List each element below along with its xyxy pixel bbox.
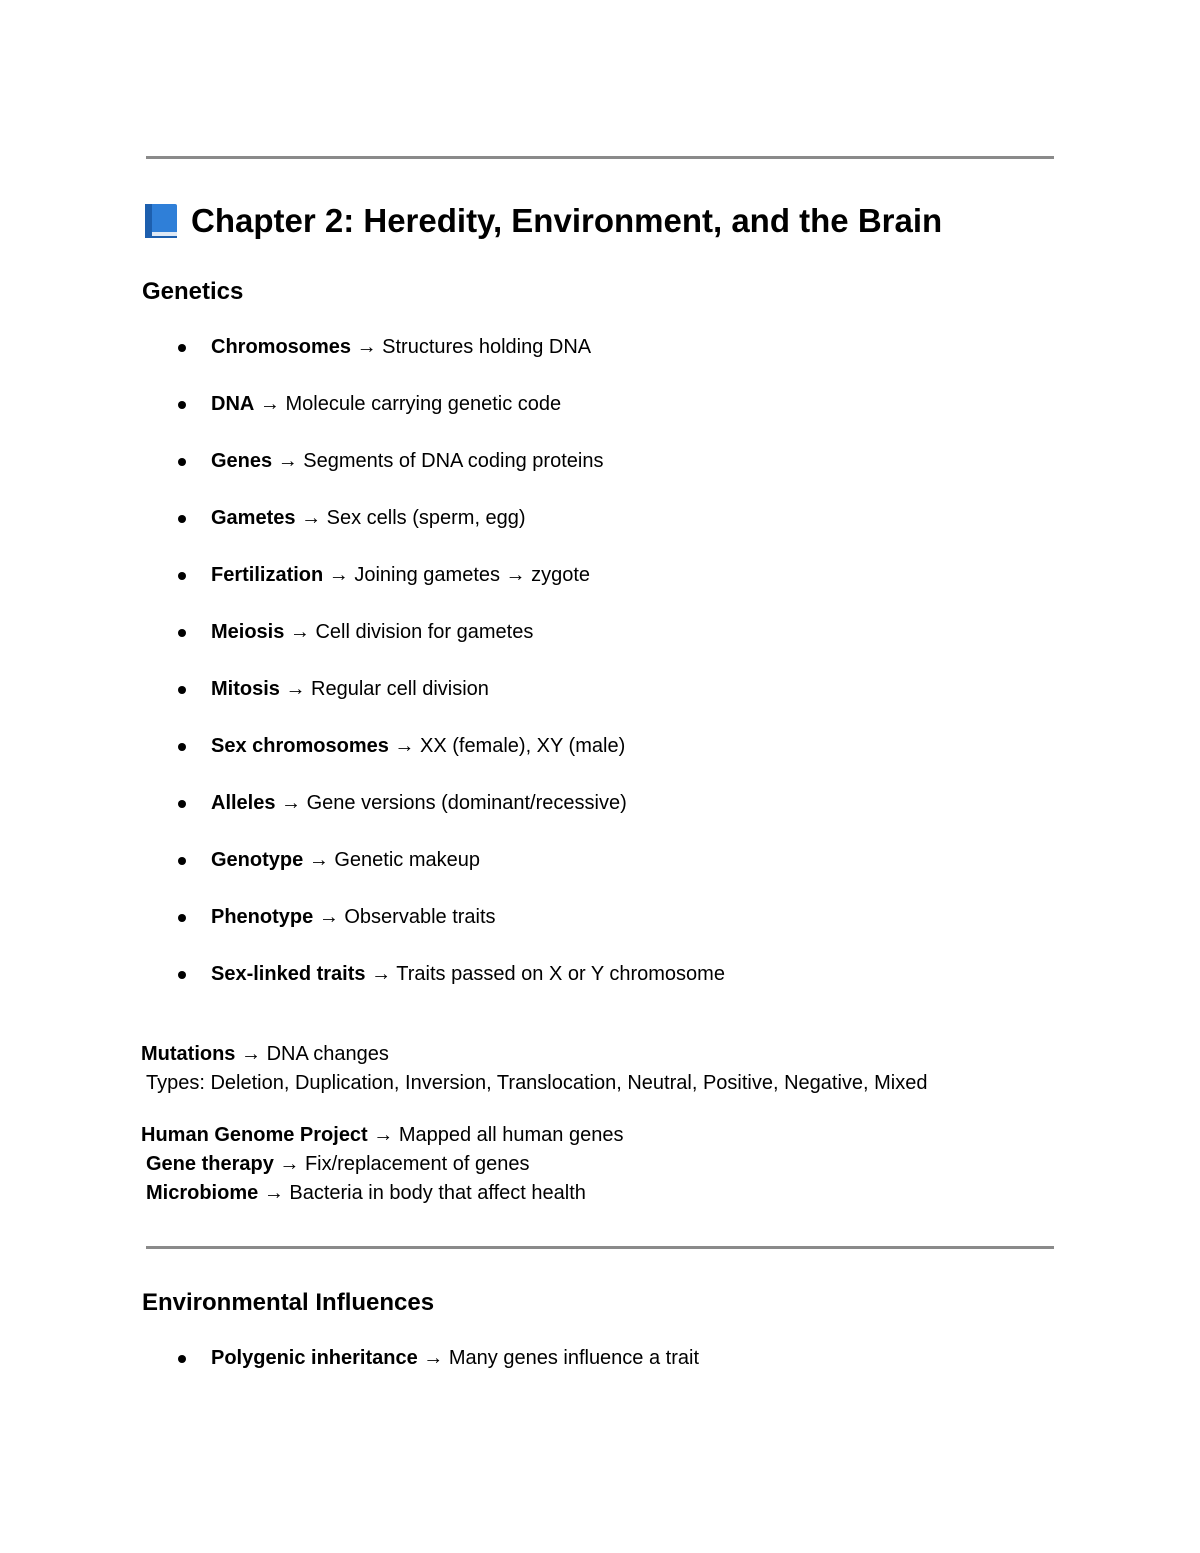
term: Genotype [211,849,304,871]
definition: Bacteria in body that affect health [289,1182,586,1204]
term: Genes [211,450,273,472]
arrow: → [371,963,392,985]
bullet-icon [178,515,186,523]
arrow: → [318,906,339,928]
term: Mitosis [211,678,280,700]
bullet-icon [178,344,186,352]
microbiome-line [141,1179,586,1208]
term: Alleles [211,792,276,814]
arrow: → [394,735,415,757]
definition: Mapped all human genes [398,1124,624,1146]
horizontal-rule-top [146,156,1054,159]
term: Mutations [141,1043,236,1065]
bullet-icon [178,1355,186,1363]
term: Chromosomes [211,336,352,358]
arrow: → [241,1043,261,1065]
definition: Molecule carrying genetic code [285,393,562,415]
blue-book-icon [143,202,179,240]
arrow: → [373,1124,394,1146]
term: Phenotype [211,906,314,928]
term: Polygenic inheritance [211,1347,418,1369]
arrow: → [281,792,302,814]
arrow: → [279,1153,300,1175]
arrow: → [356,336,377,358]
definition: Gene versions (dominant/recessive) [306,792,627,814]
chapter-title-text: Chapter 2: Heredity, Environment, and the Brain [191,202,943,239]
definition: Cell division for gametes [315,621,534,643]
definition: Sex cells (sperm, egg) [326,507,526,529]
arrow: → [308,849,329,871]
arrow: → [285,678,306,700]
term: Microbiome [146,1182,259,1204]
bullet-icon [178,914,186,922]
horizontal-rule-middle [146,1246,1054,1249]
mutations-line [141,1040,389,1069]
genome-project-line [141,1121,623,1150]
definition: Regular cell division [311,678,489,700]
term: Gametes [211,507,296,529]
bullet-icon [178,800,186,808]
arrow: → [423,1347,444,1369]
gene-therapy-line [141,1150,530,1179]
bullet-icon [178,572,186,580]
definition: Segments of DNA coding proteins [303,450,604,472]
bullet-icon [178,971,186,979]
term: Gene therapy [146,1153,274,1175]
definition: Fix/replacement of genes [304,1153,530,1175]
arrow: → [259,393,280,415]
term: Fertilization [211,564,324,586]
arrow: → [263,1182,284,1204]
bullet-icon [178,401,186,409]
definition: XX (female), XY (male) [419,735,626,757]
arrow: → [328,564,349,586]
section-heading-genetics: Genetics [142,278,244,305]
definition: Genetic makeup [334,849,481,871]
term: Meiosis [211,621,285,643]
bullet-icon [178,857,186,865]
definition: Structures holding DNA [382,336,592,358]
term: DNA [211,393,255,415]
definition: Many genes influence a trait [448,1347,700,1369]
mutation-types-line: Types: Deletion, Duplication, Inversion, Translocation, Neutral, Positive, Negative, Mixed [146,1072,928,1094]
definition: DNA changes [266,1043,389,1065]
arrow: → [289,621,310,643]
bullet-icon [178,686,186,694]
definition: Observable traits [344,906,496,928]
bullet-icon [178,629,186,637]
bullet-icon [178,458,186,466]
chapter-title [143,202,942,240]
term: Human Genome Project [141,1124,368,1146]
term: Sex-linked traits [211,963,366,985]
definition: Joining gametes → zygote [354,564,591,586]
section-heading-environmental-influences: Environmental Influences [142,1289,435,1316]
arrow: → [301,507,322,529]
arrow: → [277,450,298,472]
definition: Traits passed on X or Y chromosome [396,963,725,985]
term: Sex chromosomes [211,735,389,757]
bullet-icon [178,743,186,751]
